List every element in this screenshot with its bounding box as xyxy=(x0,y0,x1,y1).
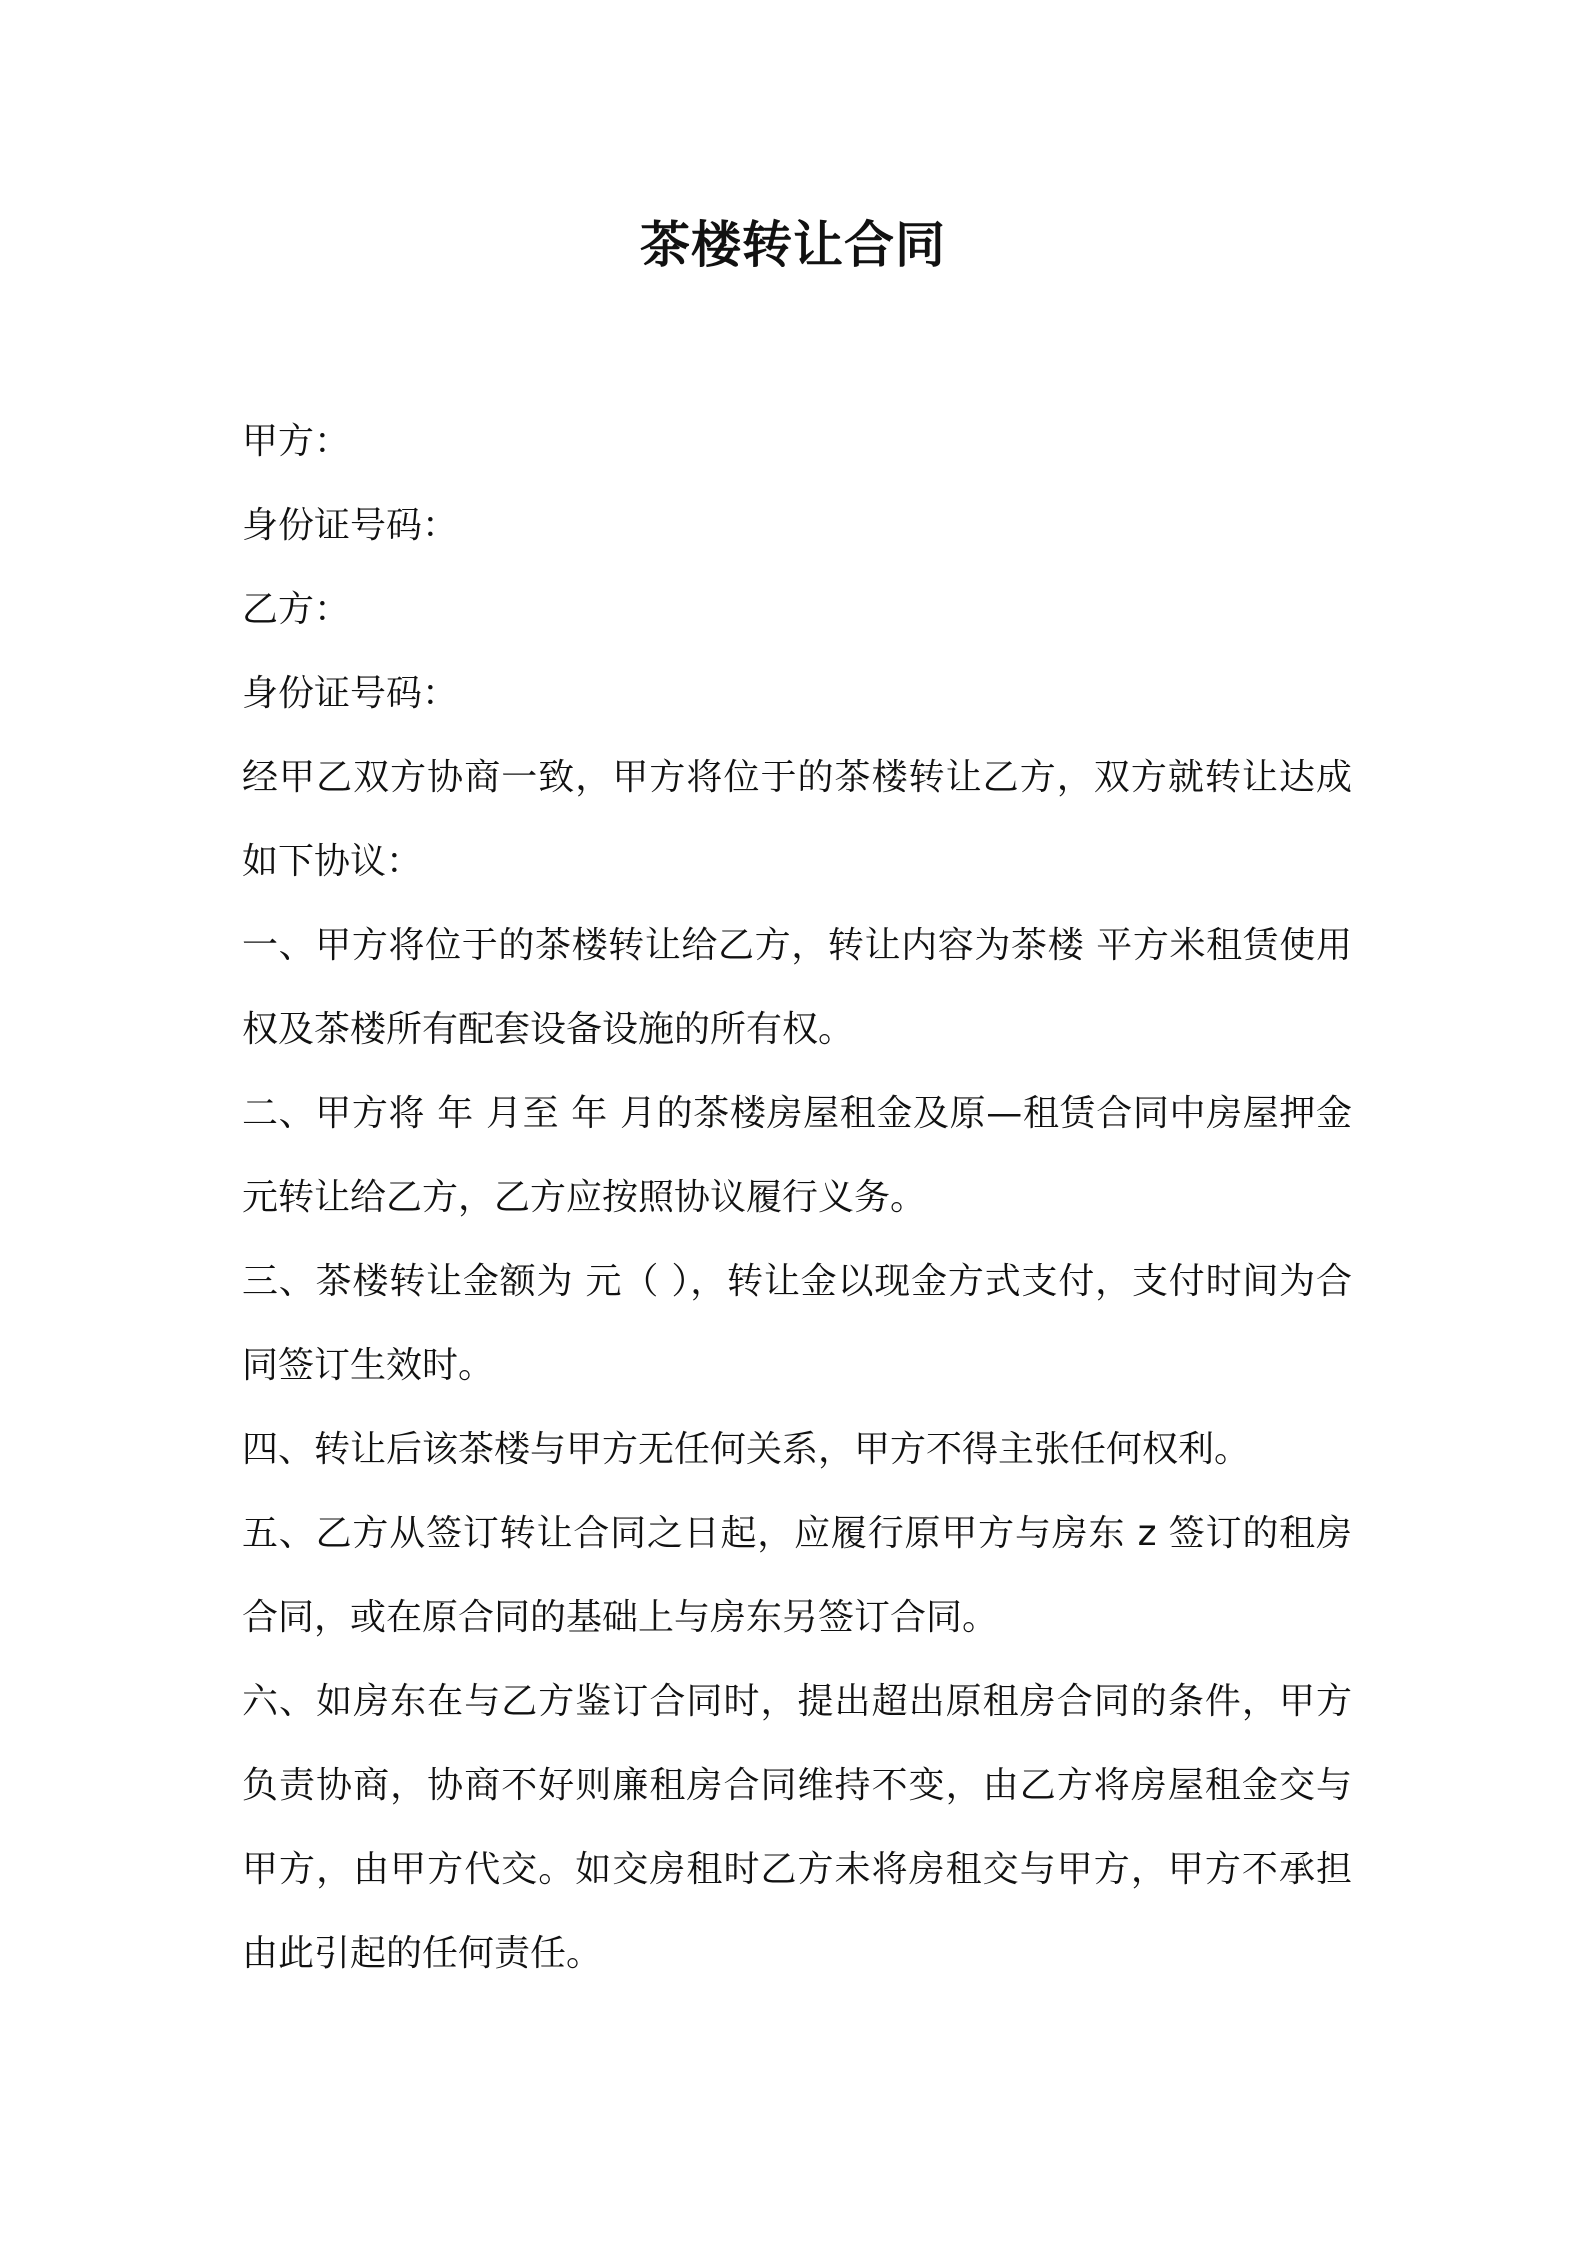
party-b-id-line: 身份证号码： xyxy=(242,673,459,714)
clause-2: 二、甲方将 年 月至 年 月的茶楼房屋租金及原—租赁合同中房屋押金 元转让给乙方，乙方应按照协议履行义务。 xyxy=(242,1093,1352,1218)
clause-3: 三、茶楼转让金额为 元（ ），转让金以现金方式支付，支付时间为合同签订生效时。 xyxy=(242,1261,1352,1386)
document-title: 茶楼转让合同 xyxy=(640,216,946,274)
clause-5: 五、乙方从签订转让合同之日起，应履行原甲方与房东 z 签订的租房合同，或在原合同的基础上与房东另签订合同。 xyxy=(242,1513,1352,1638)
clause-1: 一、甲方将位于的茶楼转让给乙方，转让内容为茶楼 平方米租赁使用权及茶楼所有配套设备设施的所有权。 xyxy=(242,925,1352,1050)
document-body xyxy=(242,400,1352,1996)
party-a-id-line: 身份证号码： xyxy=(242,505,459,546)
party-b-line: 乙方： xyxy=(242,589,351,630)
clause-4: 四、转让后该茶楼与甲方无任何关系，甲方不得主张任何权利。 xyxy=(242,1429,1251,1470)
preamble-paragraph: 经甲乙双方协商一致，甲方将位于的茶楼转让乙方，双方就转让达成如下协议： xyxy=(242,757,1352,882)
clause-6: 六、如房东在与乙方鉴订合同时，提出超出原租房合同的条件，甲方负责协商，协商不好则廉租房合同维持不变，由乙方将房屋租金交与甲方，由甲方代交。如交房租时乙方未将房租交与甲方，甲方不承担由此引起的任何责任。 xyxy=(242,1681,1352,1974)
party-a-line: 甲方： xyxy=(242,421,351,462)
